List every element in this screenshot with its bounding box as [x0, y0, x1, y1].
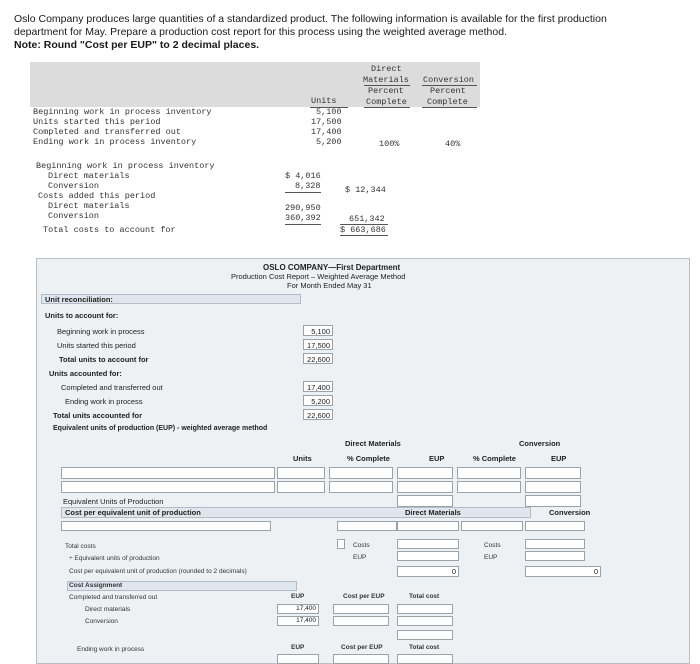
- added-total: 651,342: [349, 214, 385, 224]
- eup-row-2-conv-eup-input[interactable]: [525, 481, 581, 493]
- rule: [285, 192, 321, 193]
- added-conv-label: Conversion: [48, 211, 100, 221]
- eup-row-2-units-input[interactable]: [277, 481, 325, 493]
- ca-dm-eup: 17,400: [277, 604, 319, 614]
- rule: [364, 85, 410, 86]
- dm-header-4: Complete: [366, 97, 407, 107]
- info-header-band: [30, 62, 480, 107]
- units-header: Units: [311, 96, 337, 106]
- conv-cost-per-eup-result: 0: [525, 566, 601, 577]
- beg-wip-units-input[interactable]: 5,100: [303, 325, 333, 336]
- total-units-value: 22,600: [303, 353, 333, 364]
- div-eup-label: ÷ Equivalent units of production: [69, 555, 160, 562]
- row-label: Beginning work in process inventory: [33, 107, 212, 117]
- intro-line-2: department for May. Prepare a production cost report for this process using the weighted average method.: [14, 26, 507, 38]
- dm-eup-col-header: EUP: [429, 454, 445, 463]
- cost-per-eup-rounded-label: Cost per equivalent unit of production (rounded to 2 decimals): [69, 568, 247, 575]
- added-dm-value: 290,950: [285, 203, 321, 213]
- added-dm-label: Direct materials: [48, 201, 130, 211]
- conv-eup-value-input[interactable]: [525, 551, 585, 561]
- equiv-units-label: Equivalent Units of Production: [63, 497, 164, 506]
- row-label: Units started this period: [33, 117, 161, 127]
- total-costs-value: $ 663,686: [340, 225, 386, 235]
- rule: [422, 85, 477, 86]
- ew-dm-total-cost[interactable]: [397, 654, 453, 664]
- ca-completed-total: [397, 630, 453, 640]
- beg-conv-label: Conversion: [48, 181, 100, 191]
- cpe-blank-1: [61, 521, 271, 531]
- report-subtitle: Production Cost Report – Weighted Average Method: [231, 272, 406, 281]
- intro-line-1: Oslo Company produces large quantities of a standardized product. The following information is available for the first production: [14, 13, 607, 25]
- cv-header-1: Conversion: [423, 75, 475, 85]
- added-conv-value: 360,392: [285, 213, 321, 223]
- dm-col-header: Direct Materials: [345, 439, 401, 448]
- row-units: 17,500: [311, 117, 342, 127]
- rule: [285, 224, 321, 225]
- dm-header-3: Percent: [368, 86, 404, 96]
- dm-pct-col-header: % Complete: [347, 454, 390, 463]
- ca-conv-cost-per-eup[interactable]: [333, 616, 389, 626]
- report-title: OSLO COMPANY—First Department: [263, 263, 401, 272]
- total-costs-label: Total costs to account for: [43, 225, 176, 235]
- ca-total-cost-header: Total cost: [409, 593, 440, 600]
- ew-dm-eup[interactable]: [277, 654, 319, 664]
- ending-units-input[interactable]: 5,200: [303, 395, 333, 406]
- eup-row-2-label-input[interactable]: [61, 481, 275, 493]
- eup-row-1-conv-pct-input[interactable]: [457, 467, 521, 479]
- cpe-conv-blank-2[interactable]: [525, 521, 585, 531]
- cost-assignment-heading: Cost Assignment: [69, 582, 123, 589]
- rule: [422, 107, 477, 108]
- eup-row-2-dm-pct-input[interactable]: [329, 481, 393, 493]
- unit-recon-heading: Unit reconciliation:: [45, 295, 113, 304]
- conv-eup-total: [525, 495, 581, 507]
- ew-cost-per-eup-header: Cost per EUP: [341, 644, 383, 651]
- eup-row-1-dm-pct-input[interactable]: [329, 467, 393, 479]
- row-cv-pct: 40%: [445, 139, 461, 149]
- conv-eup-col-header: EUP: [551, 454, 567, 463]
- beg-dm-label: Direct materials: [48, 171, 130, 181]
- ending-label: Ending work in process: [65, 397, 143, 406]
- ca-conv-total-cost[interactable]: [397, 616, 453, 626]
- beg-wip-title: Beginning work in process inventory: [36, 161, 215, 171]
- started-units-input[interactable]: 17,500: [303, 339, 333, 350]
- cpe-dm-blank-2[interactable]: [397, 521, 459, 531]
- dm-header-1: Direct: [371, 64, 402, 74]
- completed-label: Completed and transferred out: [61, 383, 163, 392]
- row-units: 5,100: [316, 107, 342, 117]
- dm-costs-input[interactable]: [337, 539, 345, 549]
- eup-row-1-units-input[interactable]: [277, 467, 325, 479]
- eup-row-1-label-input[interactable]: [61, 467, 275, 479]
- ew-dm-cost-per-eup[interactable]: [333, 654, 389, 664]
- cpe-conv-header: Conversion: [549, 508, 591, 517]
- ca-conv-eup: 17,400: [277, 616, 319, 626]
- started-label: Units started this period: [57, 341, 136, 350]
- ew-total-cost-header: Total cost: [409, 644, 440, 651]
- ca-dm-label: Direct materials: [85, 606, 131, 613]
- row-units: 5,200: [316, 137, 342, 147]
- ca-conv-label: Conversion: [85, 618, 118, 625]
- conv-col-header: Conversion: [519, 439, 561, 448]
- beg-wip-label: Beginning work in process: [57, 327, 145, 336]
- eup-row-2-dm-eup-input[interactable]: [397, 481, 453, 493]
- units-col-header: Units: [293, 454, 312, 463]
- dm-eup-total: [397, 495, 453, 507]
- conv-costs-label: Costs: [484, 542, 501, 549]
- ew-eup-header: EUP: [291, 644, 305, 651]
- completed-units-input[interactable]: 17,400: [303, 381, 333, 392]
- ending-wip-label: Ending work in process: [77, 646, 145, 653]
- total-accounted-value: 22,600: [303, 409, 333, 420]
- ca-dm-cost-per-eup[interactable]: [333, 604, 389, 614]
- dm-header-2: Materials: [363, 75, 409, 85]
- dm-costs-value-input[interactable]: [397, 539, 459, 549]
- total-units-label: Total units to account for: [59, 355, 149, 364]
- conv-pct-col-header: % Complete: [473, 454, 516, 463]
- dm-costs-label: Costs: [353, 542, 370, 549]
- row-label: Completed and transferred out: [33, 127, 181, 137]
- cv-header-2: Percent: [430, 86, 466, 96]
- cv-header-3: Complete: [427, 97, 468, 107]
- dm-cost-per-eup-result: 0: [397, 566, 459, 577]
- eup-row-2-conv-pct-input[interactable]: [457, 481, 521, 493]
- eup-heading: Equivalent units of production (EUP) - weighted average method: [53, 425, 268, 432]
- dm-eup-value-input[interactable]: [397, 551, 459, 561]
- units-accounted-heading: Units accounted for:: [49, 369, 122, 378]
- cpe-conv-blank[interactable]: [461, 521, 523, 531]
- dm-eup-label: EUP: [353, 554, 367, 561]
- beg-conv-value: 8,328: [295, 181, 321, 191]
- total-costs-label: Total costs: [65, 543, 96, 550]
- ca-cost-per-eup-header: Cost per EUP: [343, 593, 385, 600]
- conv-costs-value-input[interactable]: [525, 539, 585, 549]
- added-title: Costs added this period: [38, 191, 156, 201]
- row-dm-pct: 100%: [379, 139, 400, 149]
- total-accounted-label: Total units accounted for: [53, 411, 143, 420]
- beg-total: $ 12,344: [345, 185, 386, 195]
- completed-transferred-label: Completed and transferred out: [69, 594, 158, 601]
- ca-dm-total-cost[interactable]: [397, 604, 453, 614]
- ca-eup-header: EUP: [291, 593, 305, 600]
- rule: [340, 235, 388, 236]
- cpe-dm-header: Direct Materials: [405, 508, 461, 517]
- report-period: For Month Ended May 31: [287, 281, 372, 290]
- production-cost-report: [36, 258, 690, 664]
- eup-row-1-dm-eup-input[interactable]: [397, 467, 453, 479]
- rounding-note: Note: Round "Cost per EUP" to 2 decimal places.: [14, 39, 260, 51]
- row-label: Ending work in process inventory: [33, 137, 197, 147]
- units-to-account-heading: Units to account for:: [45, 311, 119, 320]
- rule: [364, 107, 410, 108]
- cpe-dm-blank[interactable]: [337, 521, 397, 531]
- row-units: 17,400: [311, 127, 342, 137]
- eup-row-1-conv-eup-input[interactable]: [525, 467, 581, 479]
- beg-dm-value: $ 4,016: [285, 171, 321, 181]
- conv-eup-label: EUP: [484, 554, 498, 561]
- cost-per-eup-heading: Cost per equivalent unit of production: [65, 508, 201, 517]
